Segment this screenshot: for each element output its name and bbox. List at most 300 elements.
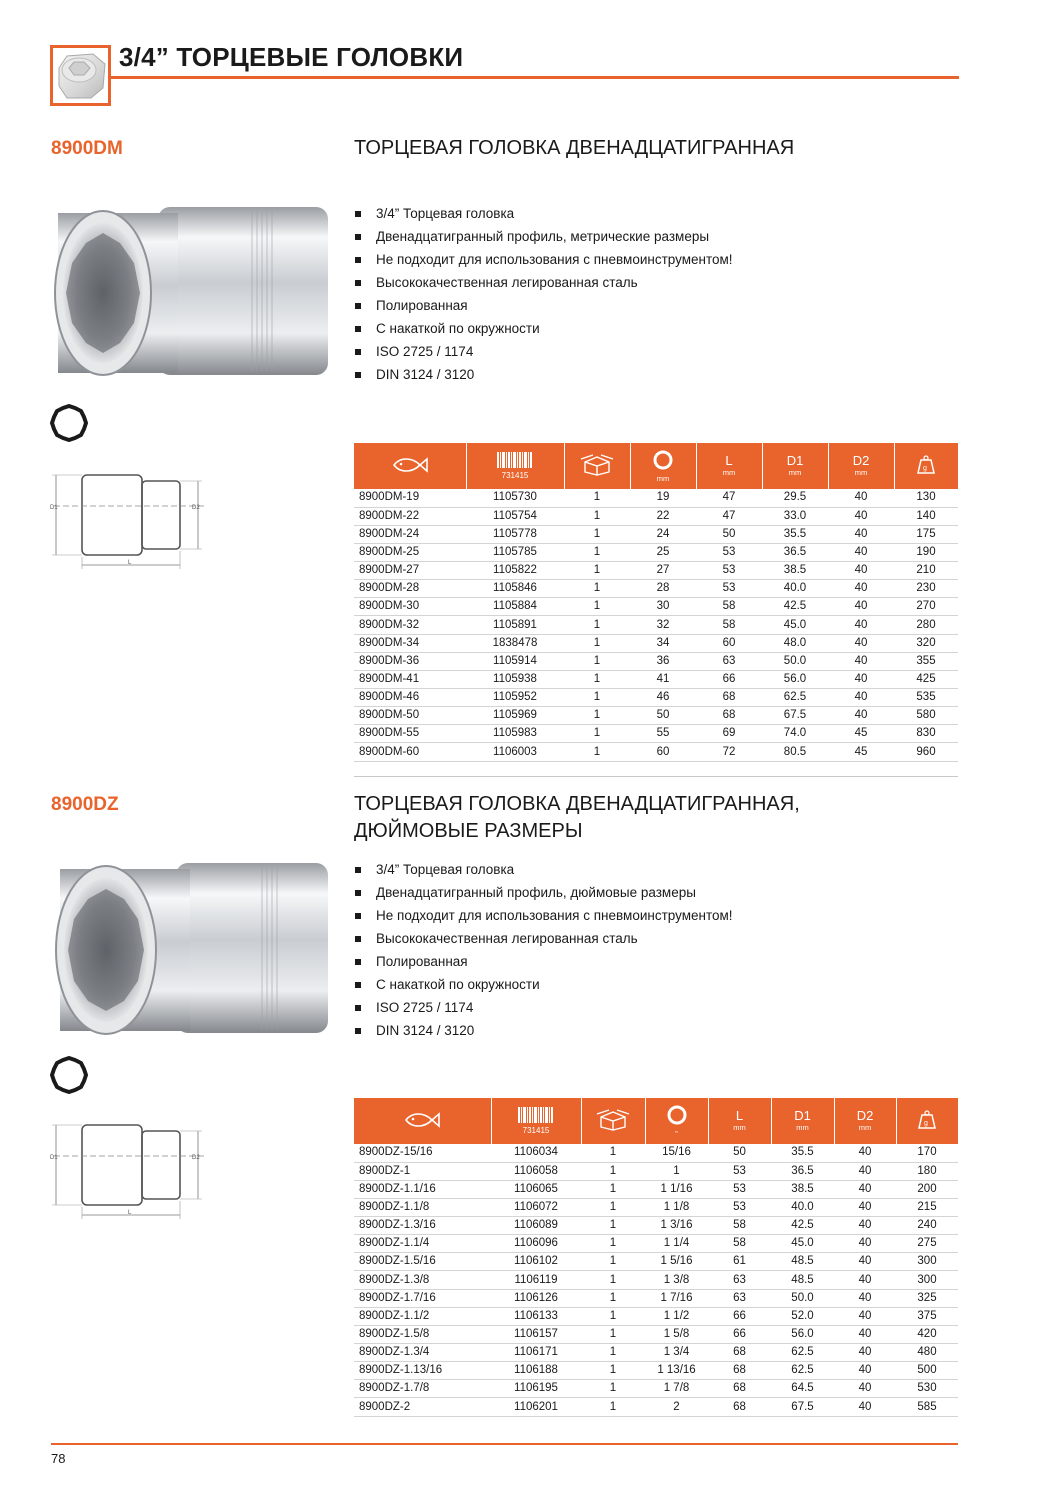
table-cell: 1105754	[466, 507, 564, 525]
weight-column	[894, 443, 958, 489]
table-cell: 170	[896, 1144, 958, 1162]
table-row	[354, 725, 958, 743]
table-cell: 62.5	[771, 1362, 834, 1380]
table-cell: 1 3/16	[645, 1217, 708, 1235]
socket-photo-dm	[48, 185, 333, 405]
table-cell: 40	[828, 689, 894, 707]
table-cell: 40	[834, 1162, 896, 1180]
table-cell: 45	[828, 725, 894, 743]
label-l: L	[128, 560, 132, 566]
table-row	[354, 743, 958, 761]
table-row	[354, 616, 958, 634]
table-cell: 40	[834, 1144, 896, 1162]
table-cell: 1	[581, 1344, 645, 1362]
product-code-dz: 8900DZ	[51, 794, 119, 815]
table-cell: 42.5	[771, 1217, 834, 1235]
table-cell: 8900DZ-1.7/16	[354, 1289, 491, 1307]
feature-item: С накаткой по окружности	[354, 317, 733, 340]
table-cell: 53	[696, 580, 762, 598]
table-cell: 300	[896, 1271, 958, 1289]
table-cell: 40	[834, 1198, 896, 1216]
table-cell: 8900DZ-2	[354, 1398, 491, 1416]
label-d1: D1	[50, 1155, 58, 1161]
feature-item: Не подходит для использования с пневмоинструментом!	[354, 904, 733, 927]
table-cell: 32	[630, 616, 696, 634]
table-cell: 1	[564, 689, 630, 707]
table-cell: 50.0	[771, 1289, 834, 1307]
ean-column	[466, 443, 564, 489]
table-cell: 1106171	[491, 1344, 581, 1362]
table-cell: 40	[834, 1271, 896, 1289]
table-row	[354, 707, 958, 725]
table-row	[354, 507, 958, 525]
table-cell: 1106058	[491, 1162, 581, 1180]
table-cell: 1	[564, 707, 630, 725]
d1-column: D1 mm	[762, 443, 828, 489]
table-cell: 68	[708, 1344, 771, 1362]
table-cell: 62.5	[771, 1344, 834, 1362]
table-cell: 1106119	[491, 1271, 581, 1289]
table-cell: 66	[708, 1325, 771, 1343]
table-cell: 535	[894, 689, 958, 707]
table-cell: 1106157	[491, 1325, 581, 1343]
table-cell: 1106096	[491, 1235, 581, 1253]
feature-list-dm	[354, 202, 733, 386]
table-cell: 8900DM-36	[354, 652, 466, 670]
table-cell: 40	[828, 507, 894, 525]
table-cell: 60	[696, 634, 762, 652]
table-cell: 1	[581, 1198, 645, 1216]
table-cell: 1105730	[466, 489, 564, 507]
table-cell: 53	[708, 1198, 771, 1216]
table-cell: 585	[896, 1398, 958, 1416]
product-code-dm: 8900DM	[51, 138, 123, 159]
feature-item: ISO 2725 / 1174	[354, 340, 733, 363]
table-cell: 46	[630, 689, 696, 707]
table-cell: 8900DZ-1	[354, 1162, 491, 1180]
feature-item: Полированная	[354, 950, 733, 973]
barcode-icon	[517, 1107, 555, 1123]
table-cell: 175	[894, 525, 958, 543]
table-cell: 8900DZ-1.1/16	[354, 1180, 491, 1198]
table-cell: 1106195	[491, 1380, 581, 1398]
table-cell: 8900DZ-1.1/2	[354, 1307, 491, 1325]
table-cell: 1105938	[466, 670, 564, 688]
table-cell: 8900DZ-15/16	[354, 1144, 491, 1162]
feature-item: 3/4” Торцевая головка	[354, 202, 733, 225]
feature-item: Высококачественная легированная сталь	[354, 271, 733, 294]
table-cell: 1105785	[466, 543, 564, 561]
twelve-point-icon	[666, 1104, 688, 1126]
item-code-column	[354, 443, 466, 489]
table-cell: 40	[828, 598, 894, 616]
table-cell: 8900DM-24	[354, 525, 466, 543]
table-cell: 40	[834, 1362, 896, 1380]
table-cell: 40	[834, 1253, 896, 1271]
feature-item: DIN 3124 / 3120	[354, 363, 733, 386]
table-cell: 15/16	[645, 1144, 708, 1162]
twelve-point-profile-icon	[50, 404, 88, 447]
table-cell: 47	[696, 507, 762, 525]
table-header-row	[354, 443, 958, 489]
table-row	[354, 1398, 958, 1416]
table-cell: 40	[828, 670, 894, 688]
spec-table-dz	[354, 1098, 958, 1417]
table-cell: 1 7/16	[645, 1289, 708, 1307]
table-cell: 66	[696, 670, 762, 688]
table-cell: 74.0	[762, 725, 828, 743]
table-cell: 22	[630, 507, 696, 525]
table-cell: 8900DM-19	[354, 489, 466, 507]
section-title-line: ТОРЦЕВАЯ ГОЛОВКА ДВЕНАДЦАТИГРАННАЯ,	[354, 793, 800, 815]
table-cell: 1105891	[466, 616, 564, 634]
table-header-row	[354, 1098, 958, 1144]
table-cell: 47	[696, 489, 762, 507]
twelve-point-profile-icon	[50, 1056, 88, 1099]
svg-text:g: g	[924, 1119, 929, 1127]
table-cell: 8900DM-55	[354, 725, 466, 743]
table-cell: 41	[630, 670, 696, 688]
dimension-drawing-dz	[44, 1117, 214, 1232]
table-row	[354, 525, 958, 543]
table-cell: 33.0	[762, 507, 828, 525]
table-cell: 40	[834, 1235, 896, 1253]
table-cell: 36.5	[771, 1162, 834, 1180]
table-cell: 50	[708, 1144, 771, 1162]
table-cell: 8900DM-46	[354, 689, 466, 707]
table-cell: 1	[581, 1144, 645, 1162]
table-cell: 180	[896, 1162, 958, 1180]
table-cell: 40	[828, 707, 894, 725]
feature-item: Двенадцатигранный профиль, метрические размеры	[354, 225, 733, 248]
table-cell: 58	[708, 1217, 771, 1235]
table-cell: 1105952	[466, 689, 564, 707]
item-code-column	[354, 1098, 491, 1144]
table-cell: 48.0	[762, 634, 828, 652]
table-cell: 960	[894, 743, 958, 761]
table-cell: 40.0	[762, 580, 828, 598]
package-icon	[579, 454, 615, 476]
table-cell: 1	[564, 489, 630, 507]
table-cell: 1 3/4	[645, 1344, 708, 1362]
table-cell: 8900DM-32	[354, 616, 466, 634]
table-row	[354, 652, 958, 670]
table-cell: 1106065	[491, 1180, 581, 1198]
table-row	[354, 1380, 958, 1398]
table-cell: 1	[581, 1235, 645, 1253]
fish-icon	[390, 455, 430, 475]
table-cell: 69	[696, 725, 762, 743]
table-cell: 1105778	[466, 525, 564, 543]
table-cell: 8900DZ-1.5/8	[354, 1325, 491, 1343]
fish-icon	[402, 1110, 442, 1130]
feature-item: DIN 3124 / 3120	[354, 1019, 733, 1042]
table-cell: 1	[581, 1253, 645, 1271]
table-cell: 40.0	[771, 1198, 834, 1216]
table-cell: 355	[894, 652, 958, 670]
table-row	[354, 562, 958, 580]
table-row	[354, 634, 958, 652]
table-row	[354, 1271, 958, 1289]
table-cell: 34	[630, 634, 696, 652]
table-cell: 8900DM-30	[354, 598, 466, 616]
table-cell: 830	[894, 725, 958, 743]
table-cell: 40	[834, 1398, 896, 1416]
section-divider	[354, 776, 958, 777]
table-cell: 35.5	[762, 525, 828, 543]
table-cell: 1	[581, 1307, 645, 1325]
table-cell: 8900DM-50	[354, 707, 466, 725]
table-cell: 1 1/4	[645, 1235, 708, 1253]
page-number: 78	[51, 1451, 66, 1466]
table-cell: 1	[564, 652, 630, 670]
table-cell: 24	[630, 525, 696, 543]
table-cell: 53	[708, 1180, 771, 1198]
table-cell: 68	[696, 707, 762, 725]
section-title-line: ДЮЙМОВЫЕ РАЗМЕРЫ	[354, 820, 583, 842]
table-cell: 8900DM-27	[354, 562, 466, 580]
table-cell: 8900DZ-1.3/8	[354, 1271, 491, 1289]
feature-item: ISO 2725 / 1174	[354, 996, 733, 1019]
size-column: mm	[630, 443, 696, 489]
barcode-label: 731415	[501, 471, 529, 480]
table-row	[354, 1307, 958, 1325]
table-cell: 50.0	[762, 652, 828, 670]
table-cell: 1106201	[491, 1398, 581, 1416]
table-cell: 40	[834, 1289, 896, 1307]
label-d2: D2	[192, 505, 200, 511]
table-cell: 1105969	[466, 707, 564, 725]
table-cell: 425	[894, 670, 958, 688]
barcode-label: 731415	[522, 1126, 550, 1135]
table-cell: 40	[828, 525, 894, 543]
table-cell: 40	[834, 1180, 896, 1198]
table-cell: 300	[896, 1253, 958, 1271]
table-cell: 63	[708, 1289, 771, 1307]
label-l: L	[128, 1210, 132, 1216]
table-cell: 53	[696, 543, 762, 561]
table-cell: 1105983	[466, 725, 564, 743]
table-cell: 8900DM-34	[354, 634, 466, 652]
table-cell: 40	[828, 489, 894, 507]
table-cell: 40	[834, 1380, 896, 1398]
table-cell: 1	[581, 1325, 645, 1343]
table-row	[354, 1289, 958, 1307]
table-cell: 36.5	[762, 543, 828, 561]
table-cell: 30	[630, 598, 696, 616]
table-cell: 1 13/16	[645, 1362, 708, 1380]
table-cell: 1	[564, 743, 630, 761]
table-cell: 500	[896, 1362, 958, 1380]
table-cell: 68	[708, 1398, 771, 1416]
table-row	[354, 1144, 958, 1162]
table-cell: 35.5	[771, 1144, 834, 1162]
table-cell: 52.0	[771, 1307, 834, 1325]
table-cell: 1	[581, 1162, 645, 1180]
table-cell: 1	[581, 1217, 645, 1235]
table-cell: 1106102	[491, 1253, 581, 1271]
table-cell: 1838478	[466, 634, 564, 652]
table-cell: 2	[645, 1398, 708, 1416]
table-cell: 1	[564, 725, 630, 743]
socket-icon	[50, 45, 111, 106]
section-title-dz	[354, 791, 800, 845]
table-cell: 45.0	[771, 1235, 834, 1253]
table-cell: 270	[894, 598, 958, 616]
d2-column: D2 mm	[828, 443, 894, 489]
table-cell: 58	[708, 1235, 771, 1253]
table-cell: 1 7/8	[645, 1380, 708, 1398]
table-cell: 8900DM-41	[354, 670, 466, 688]
table-cell: 190	[894, 543, 958, 561]
table-cell: 67.5	[771, 1398, 834, 1416]
table-cell: 8900DZ-1.1/4	[354, 1235, 491, 1253]
table-cell: 375	[896, 1307, 958, 1325]
table-cell: 29.5	[762, 489, 828, 507]
table-cell: 1 5/16	[645, 1253, 708, 1271]
table-row	[354, 489, 958, 507]
table-row	[354, 1362, 958, 1380]
table-cell: 1	[564, 562, 630, 580]
table-cell: 8900DM-28	[354, 580, 466, 598]
table-cell: 1	[564, 507, 630, 525]
table-cell: 28	[630, 580, 696, 598]
table-cell: 1105822	[466, 562, 564, 580]
length-column: L mm	[708, 1098, 771, 1144]
section-title-dm: ТОРЦЕВАЯ ГОЛОВКА ДВЕНАДЦАТИГРАННАЯ	[354, 137, 795, 159]
table-row	[354, 1198, 958, 1216]
table-cell: 58	[696, 598, 762, 616]
table-cell: 40	[828, 580, 894, 598]
table-cell: 1	[564, 634, 630, 652]
table-cell: 56.0	[771, 1325, 834, 1343]
table-cell: 38.5	[762, 562, 828, 580]
table-cell: 68	[696, 689, 762, 707]
table-cell: 1	[564, 543, 630, 561]
table-row	[354, 689, 958, 707]
table-cell: 56.0	[762, 670, 828, 688]
spec-table-dm	[354, 443, 958, 762]
table-cell: 68	[708, 1362, 771, 1380]
feature-item: С накаткой по окружности	[354, 973, 733, 996]
d2-column: D2 mm	[834, 1098, 896, 1144]
table-cell: 8900DZ-1.1/8	[354, 1198, 491, 1216]
table-cell: 1 1/16	[645, 1180, 708, 1198]
table-cell: 63	[696, 652, 762, 670]
table-row	[354, 598, 958, 616]
table-cell: 8900DZ-1.5/16	[354, 1253, 491, 1271]
weight-icon	[915, 454, 937, 476]
table-cell: 215	[896, 1198, 958, 1216]
table-cell: 1105884	[466, 598, 564, 616]
table-cell: 1106072	[491, 1198, 581, 1216]
dimension-drawing-dm	[44, 465, 214, 580]
table-cell: 130	[894, 489, 958, 507]
table-cell: 1106003	[466, 743, 564, 761]
weight-column	[896, 1098, 958, 1144]
table-cell: 40	[828, 634, 894, 652]
table-cell: 8900DZ-1.7/8	[354, 1380, 491, 1398]
table-cell: 1106089	[491, 1217, 581, 1235]
table-cell: 60	[630, 743, 696, 761]
table-cell: 1	[564, 616, 630, 634]
table-cell: 58	[696, 616, 762, 634]
table-cell: 50	[696, 525, 762, 543]
table-cell: 325	[896, 1289, 958, 1307]
table-cell: 1 3/8	[645, 1271, 708, 1289]
table-cell: 45.0	[762, 616, 828, 634]
barcode-icon	[496, 452, 534, 468]
table-cell: 1105914	[466, 652, 564, 670]
size-column: "	[645, 1098, 708, 1144]
table-row	[354, 670, 958, 688]
table-cell: 1 1/2	[645, 1307, 708, 1325]
table-cell: 55	[630, 725, 696, 743]
table-cell: 80.5	[762, 743, 828, 761]
table-cell: 48.5	[771, 1271, 834, 1289]
table-cell: 1106034	[491, 1144, 581, 1162]
table-cell: 1 5/8	[645, 1325, 708, 1343]
table-cell: 8900DZ-1.3/4	[354, 1344, 491, 1362]
table-cell: 40	[828, 543, 894, 561]
feature-item: 3/4” Торцевая головка	[354, 858, 733, 881]
table-cell: 420	[896, 1325, 958, 1343]
table-cell: 140	[894, 507, 958, 525]
table-cell: 66	[708, 1307, 771, 1325]
feature-item: Двенадцатигранный профиль, дюймовые размеры	[354, 881, 733, 904]
table-cell: 40	[834, 1325, 896, 1343]
footer-rule	[51, 1443, 958, 1445]
table-row	[354, 1162, 958, 1180]
table-cell: 1	[581, 1289, 645, 1307]
table-cell: 1106126	[491, 1289, 581, 1307]
table-cell: 8900DZ-1.13/16	[354, 1362, 491, 1380]
table-row	[354, 1217, 958, 1235]
header-rule	[111, 76, 959, 79]
table-cell: 275	[896, 1235, 958, 1253]
table-cell: 53	[708, 1162, 771, 1180]
twelve-point-icon	[652, 449, 674, 471]
table-cell: 50	[630, 707, 696, 725]
table-cell: 40	[834, 1307, 896, 1325]
table-cell: 280	[894, 616, 958, 634]
table-cell: 8900DM-22	[354, 507, 466, 525]
table-row	[354, 1325, 958, 1343]
table-cell: 1	[581, 1362, 645, 1380]
table-cell: 1	[564, 525, 630, 543]
table-cell: 320	[894, 634, 958, 652]
pack-column	[581, 1098, 645, 1144]
label-d1: D1	[50, 505, 58, 511]
d1-column: D1 mm	[771, 1098, 834, 1144]
feature-item: Полированная	[354, 294, 733, 317]
table-cell: 480	[896, 1344, 958, 1362]
table-row	[354, 1235, 958, 1253]
table-cell: 1106133	[491, 1307, 581, 1325]
table-row	[354, 1253, 958, 1271]
pack-column	[564, 443, 630, 489]
table-cell: 1	[645, 1162, 708, 1180]
table-cell: 230	[894, 580, 958, 598]
package-icon	[595, 1109, 631, 1131]
feature-item: Высококачественная легированная сталь	[354, 927, 733, 950]
table-cell: 1 1/8	[645, 1198, 708, 1216]
table-cell: 1	[581, 1180, 645, 1198]
weight-icon	[916, 1109, 938, 1131]
table-cell: 8900DM-60	[354, 743, 466, 761]
table-cell: 40	[834, 1344, 896, 1362]
table-cell: 1106188	[491, 1362, 581, 1380]
